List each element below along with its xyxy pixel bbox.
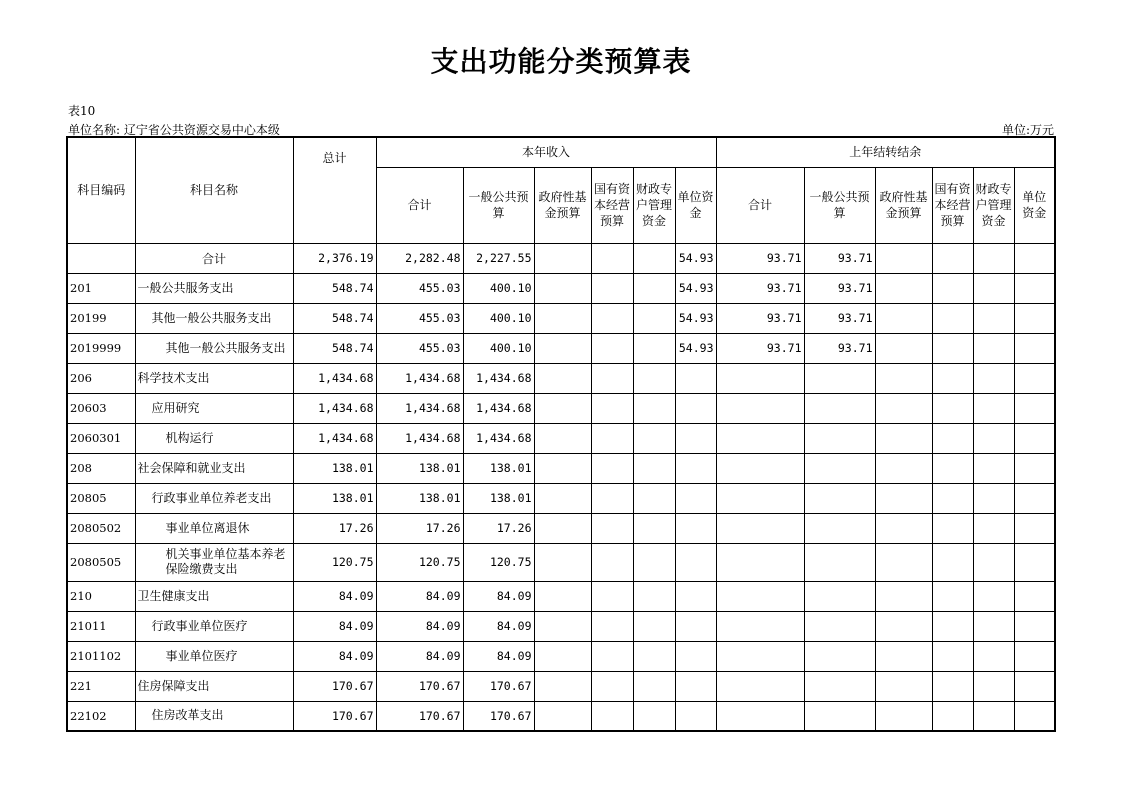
cell-total: 138.01 bbox=[293, 453, 376, 483]
cell-carry-unit bbox=[1014, 611, 1055, 641]
cell-carry-total: 93.71 bbox=[716, 273, 804, 303]
cell-carry-general bbox=[804, 423, 875, 453]
cell-carry-total: 93.71 bbox=[716, 333, 804, 363]
row-name: 机关事业单位基本养老保险缴费支出 bbox=[135, 543, 293, 581]
cell-total: 138.01 bbox=[293, 483, 376, 513]
cell-carry-special bbox=[973, 363, 1014, 393]
cell-current-total: 455.03 bbox=[376, 273, 463, 303]
budget-table bbox=[66, 136, 1056, 732]
cell-carry-state bbox=[932, 671, 973, 701]
row-name: 事业单位医疗 bbox=[135, 641, 293, 671]
row-code: 2019999 bbox=[67, 333, 135, 363]
header-current-special: 财政专户管理资金 bbox=[633, 167, 675, 243]
cell-current-general: 1,434.68 bbox=[463, 423, 534, 453]
cell-carry-total bbox=[716, 543, 804, 581]
cell-carry-unit bbox=[1014, 513, 1055, 543]
cell-current-state bbox=[591, 483, 633, 513]
table-row bbox=[67, 333, 1055, 363]
cell-current-total: 1,434.68 bbox=[376, 393, 463, 423]
cell-current-state bbox=[591, 641, 633, 671]
cell-current-state bbox=[591, 611, 633, 641]
row-code bbox=[67, 243, 135, 273]
table-row bbox=[67, 611, 1055, 641]
cell-total: 1,434.68 bbox=[293, 393, 376, 423]
cell-current-general: 138.01 bbox=[463, 483, 534, 513]
cell-carry-fund bbox=[875, 641, 932, 671]
cell-carry-fund bbox=[875, 333, 932, 363]
cell-current-special bbox=[633, 393, 675, 423]
cell-carry-fund bbox=[875, 483, 932, 513]
cell-current-fund bbox=[534, 423, 591, 453]
cell-carry-general bbox=[804, 483, 875, 513]
cell-carry-fund bbox=[875, 581, 932, 611]
cell-carry-fund bbox=[875, 701, 932, 731]
cell-carry-unit bbox=[1014, 423, 1055, 453]
cell-carry-general: 93.71 bbox=[804, 333, 875, 363]
cell-current-unit bbox=[675, 363, 716, 393]
header-current-unit: 单位资金 bbox=[675, 167, 716, 243]
row-name: 一般公共服务支出 bbox=[135, 273, 293, 303]
row-code: 20805 bbox=[67, 483, 135, 513]
cell-current-total: 455.03 bbox=[376, 333, 463, 363]
cell-carry-special bbox=[973, 393, 1014, 423]
cell-current-state bbox=[591, 543, 633, 581]
row-name: 其他一般公共服务支出 bbox=[135, 333, 293, 363]
row-code: 210 bbox=[67, 581, 135, 611]
cell-current-state bbox=[591, 273, 633, 303]
cell-current-unit: 54.93 bbox=[675, 303, 716, 333]
row-code: 2080505 bbox=[67, 543, 135, 581]
cell-total: 1,434.68 bbox=[293, 363, 376, 393]
cell-current-special bbox=[633, 363, 675, 393]
cell-current-unit bbox=[675, 581, 716, 611]
row-code: 21011 bbox=[67, 611, 135, 641]
row-name: 应用研究 bbox=[135, 393, 293, 423]
cell-carry-general bbox=[804, 611, 875, 641]
cell-current-special bbox=[633, 671, 675, 701]
cell-carry-total: 93.71 bbox=[716, 303, 804, 333]
cell-current-general: 400.10 bbox=[463, 273, 534, 303]
cell-current-fund bbox=[534, 393, 591, 423]
cell-carry-special bbox=[973, 611, 1014, 641]
cell-carry-special bbox=[973, 273, 1014, 303]
cell-current-total: 17.26 bbox=[376, 513, 463, 543]
cell-total: 548.74 bbox=[293, 333, 376, 363]
cell-carry-unit bbox=[1014, 671, 1055, 701]
cell-carry-fund bbox=[875, 671, 932, 701]
table-row bbox=[67, 243, 1055, 273]
cell-carry-special bbox=[973, 453, 1014, 483]
cell-current-general: 170.67 bbox=[463, 701, 534, 731]
cell-total: 17.26 bbox=[293, 513, 376, 543]
cell-current-state bbox=[591, 453, 633, 483]
cell-carry-general bbox=[804, 543, 875, 581]
cell-current-fund bbox=[534, 273, 591, 303]
cell-current-general: 1,434.68 bbox=[463, 363, 534, 393]
row-code: 22102 bbox=[67, 701, 135, 731]
cell-carry-unit bbox=[1014, 453, 1055, 483]
cell-carry-state bbox=[932, 303, 973, 333]
cell-carry-special bbox=[973, 303, 1014, 333]
cell-carry-state bbox=[932, 513, 973, 543]
cell-carry-total: 93.71 bbox=[716, 243, 804, 273]
cell-current-state bbox=[591, 303, 633, 333]
cell-carry-total bbox=[716, 453, 804, 483]
cell-carry-special bbox=[973, 423, 1014, 453]
header-current-state-capital: 国有资本经营预算 bbox=[591, 167, 633, 243]
cell-current-special bbox=[633, 543, 675, 581]
cell-carry-total bbox=[716, 671, 804, 701]
cell-current-total: 84.09 bbox=[376, 581, 463, 611]
table-row bbox=[67, 671, 1055, 701]
row-name: 行政事业单位养老支出 bbox=[135, 483, 293, 513]
cell-carry-special bbox=[973, 243, 1014, 273]
cell-current-total: 84.09 bbox=[376, 641, 463, 671]
cell-carry-state bbox=[932, 273, 973, 303]
cell-carry-special bbox=[973, 543, 1014, 581]
row-code: 20199 bbox=[67, 303, 135, 333]
header-carryover: 上年结转结余 bbox=[716, 137, 1055, 167]
table-row bbox=[67, 363, 1055, 393]
row-name: 卫生健康支出 bbox=[135, 581, 293, 611]
row-code: 201 bbox=[67, 273, 135, 303]
cell-current-state bbox=[591, 363, 633, 393]
row-code: 2101102 bbox=[67, 641, 135, 671]
cell-current-total: 2,282.48 bbox=[376, 243, 463, 273]
cell-current-fund bbox=[534, 701, 591, 731]
cell-carry-general bbox=[804, 701, 875, 731]
cell-carry-total bbox=[716, 701, 804, 731]
header-carry-fund: 政府性基金预算 bbox=[875, 167, 932, 243]
cell-carry-general bbox=[804, 363, 875, 393]
cell-carry-total bbox=[716, 641, 804, 671]
row-name: 其他一般公共服务支出 bbox=[135, 303, 293, 333]
row-code: 221 bbox=[67, 671, 135, 701]
cell-carry-special bbox=[973, 513, 1014, 543]
page-title: 支出功能分类预算表 bbox=[430, 45, 692, 78]
cell-current-fund bbox=[534, 483, 591, 513]
cell-carry-unit bbox=[1014, 333, 1055, 363]
cell-carry-state bbox=[932, 701, 973, 731]
cell-carry-general bbox=[804, 671, 875, 701]
cell-current-special bbox=[633, 483, 675, 513]
cell-carry-fund bbox=[875, 611, 932, 641]
cell-current-state bbox=[591, 671, 633, 701]
row-name: 行政事业单位医疗 bbox=[135, 611, 293, 641]
cell-carry-state bbox=[932, 423, 973, 453]
cell-current-state bbox=[591, 513, 633, 543]
row-code: 2060301 bbox=[67, 423, 135, 453]
cell-carry-state bbox=[932, 611, 973, 641]
table-row bbox=[67, 641, 1055, 671]
cell-current-fund bbox=[534, 581, 591, 611]
table-row bbox=[67, 513, 1055, 543]
cell-carry-unit bbox=[1014, 243, 1055, 273]
cell-current-unit bbox=[675, 641, 716, 671]
cell-carry-fund bbox=[875, 453, 932, 483]
header-carry-special: 财政专户管理资金 bbox=[973, 167, 1014, 243]
cell-carry-fund bbox=[875, 543, 932, 581]
cell-current-general: 120.75 bbox=[463, 543, 534, 581]
cell-current-special bbox=[633, 333, 675, 363]
cell-current-unit bbox=[675, 453, 716, 483]
cell-carry-special bbox=[973, 483, 1014, 513]
table-row bbox=[67, 423, 1055, 453]
cell-carry-special bbox=[973, 581, 1014, 611]
cell-current-fund bbox=[534, 513, 591, 543]
cell-current-special bbox=[633, 581, 675, 611]
cell-carry-fund bbox=[875, 363, 932, 393]
unit-name: 单位名称: 辽宁省公共资源交易中心本级 bbox=[68, 123, 280, 137]
row-name: 事业单位离退休 bbox=[135, 513, 293, 543]
cell-current-unit bbox=[675, 543, 716, 581]
header-total: 总计 bbox=[293, 137, 376, 243]
cell-current-fund bbox=[534, 243, 591, 273]
header-current-income: 本年收入 bbox=[376, 137, 716, 167]
cell-current-unit: 54.93 bbox=[675, 243, 716, 273]
cell-carry-general bbox=[804, 641, 875, 671]
cell-current-total: 170.67 bbox=[376, 701, 463, 731]
cell-carry-general bbox=[804, 513, 875, 543]
cell-current-unit bbox=[675, 701, 716, 731]
row-name: 合计 bbox=[135, 243, 293, 273]
cell-carry-total bbox=[716, 423, 804, 453]
cell-total: 1,434.68 bbox=[293, 423, 376, 453]
header-carry-general: 一般公共预算 bbox=[804, 167, 875, 243]
cell-carry-unit bbox=[1014, 273, 1055, 303]
table-row bbox=[67, 543, 1055, 581]
cell-current-general: 170.67 bbox=[463, 671, 534, 701]
cell-current-general: 84.09 bbox=[463, 611, 534, 641]
cell-total: 548.74 bbox=[293, 273, 376, 303]
cell-carry-fund bbox=[875, 393, 932, 423]
cell-current-total: 1,434.68 bbox=[376, 423, 463, 453]
cell-carry-general: 93.71 bbox=[804, 243, 875, 273]
table-row bbox=[67, 303, 1055, 333]
cell-carry-special bbox=[973, 671, 1014, 701]
row-name: 科学技术支出 bbox=[135, 363, 293, 393]
cell-total: 84.09 bbox=[293, 611, 376, 641]
row-name: 机构运行 bbox=[135, 423, 293, 453]
cell-current-fund bbox=[534, 453, 591, 483]
cell-carry-unit bbox=[1014, 393, 1055, 423]
cell-current-fund bbox=[534, 303, 591, 333]
cell-carry-general bbox=[804, 581, 875, 611]
cell-current-unit bbox=[675, 611, 716, 641]
row-code: 2080502 bbox=[67, 513, 135, 543]
header-carry-unit: 单位资金 bbox=[1014, 167, 1055, 243]
cell-carry-total bbox=[716, 483, 804, 513]
cell-carry-general bbox=[804, 453, 875, 483]
cell-current-total: 84.09 bbox=[376, 611, 463, 641]
cell-carry-state bbox=[932, 393, 973, 423]
cell-carry-unit bbox=[1014, 303, 1055, 333]
cell-carry-fund bbox=[875, 243, 932, 273]
cell-total: 170.67 bbox=[293, 671, 376, 701]
cell-carry-general: 93.71 bbox=[804, 273, 875, 303]
header-carry-state-capital: 国有资本经营预算 bbox=[932, 167, 973, 243]
cell-current-general: 2,227.55 bbox=[463, 243, 534, 273]
row-name: 住房改革支出 bbox=[135, 701, 293, 731]
table-row bbox=[67, 393, 1055, 423]
cell-total: 548.74 bbox=[293, 303, 376, 333]
cell-carry-state bbox=[932, 641, 973, 671]
cell-current-special bbox=[633, 303, 675, 333]
cell-current-unit: 54.93 bbox=[675, 333, 716, 363]
cell-current-fund bbox=[534, 333, 591, 363]
table-row bbox=[67, 273, 1055, 303]
cell-current-general: 138.01 bbox=[463, 453, 534, 483]
cell-carry-special bbox=[973, 701, 1014, 731]
cell-carry-total bbox=[716, 363, 804, 393]
cell-current-state bbox=[591, 243, 633, 273]
cell-carry-state bbox=[932, 453, 973, 483]
cell-carry-state bbox=[932, 543, 973, 581]
cell-carry-state bbox=[932, 581, 973, 611]
cell-current-special bbox=[633, 243, 675, 273]
cell-carry-unit bbox=[1014, 483, 1055, 513]
header-code: 科目编码 bbox=[67, 137, 135, 243]
cell-current-unit: 54.93 bbox=[675, 273, 716, 303]
cell-carry-unit bbox=[1014, 543, 1055, 581]
header-current-general: 一般公共预算 bbox=[463, 167, 534, 243]
cell-total: 84.09 bbox=[293, 641, 376, 671]
cell-current-state bbox=[591, 333, 633, 363]
cell-current-fund bbox=[534, 671, 591, 701]
row-code: 208 bbox=[67, 453, 135, 483]
cell-current-total: 138.01 bbox=[376, 483, 463, 513]
table-body bbox=[67, 243, 1055, 731]
table-number: 表10 bbox=[68, 104, 96, 118]
cell-current-fund bbox=[534, 543, 591, 581]
table-row bbox=[67, 701, 1055, 731]
cell-current-fund bbox=[534, 363, 591, 393]
cell-current-special bbox=[633, 273, 675, 303]
header-name: 科目名称 bbox=[135, 137, 293, 243]
header-current-total: 合计 bbox=[376, 167, 463, 243]
cell-current-special bbox=[633, 641, 675, 671]
cell-total: 84.09 bbox=[293, 581, 376, 611]
cell-carry-total bbox=[716, 393, 804, 423]
cell-current-state bbox=[591, 581, 633, 611]
header-carry-total: 合计 bbox=[716, 167, 804, 243]
cell-carry-state bbox=[932, 333, 973, 363]
unit-label: 单位:万元 bbox=[1001, 123, 1054, 137]
cell-carry-state bbox=[932, 363, 973, 393]
cell-current-state bbox=[591, 701, 633, 731]
cell-current-fund bbox=[534, 641, 591, 671]
row-code: 20603 bbox=[67, 393, 135, 423]
cell-carry-general bbox=[804, 393, 875, 423]
cell-current-general: 1,434.68 bbox=[463, 393, 534, 423]
cell-carry-total bbox=[716, 611, 804, 641]
cell-current-state bbox=[591, 423, 633, 453]
cell-carry-special bbox=[973, 333, 1014, 363]
cell-carry-unit bbox=[1014, 581, 1055, 611]
row-code: 206 bbox=[67, 363, 135, 393]
cell-current-total: 170.67 bbox=[376, 671, 463, 701]
cell-current-unit bbox=[675, 483, 716, 513]
cell-carry-total bbox=[716, 581, 804, 611]
cell-current-unit bbox=[675, 671, 716, 701]
header-current-fund: 政府性基金预算 bbox=[534, 167, 591, 243]
cell-current-unit bbox=[675, 393, 716, 423]
row-name: 住房保障支出 bbox=[135, 671, 293, 701]
cell-carry-total bbox=[716, 513, 804, 543]
cell-current-total: 120.75 bbox=[376, 543, 463, 581]
cell-total: 170.67 bbox=[293, 701, 376, 731]
table-row bbox=[67, 581, 1055, 611]
cell-carry-fund bbox=[875, 423, 932, 453]
row-name: 社会保障和就业支出 bbox=[135, 453, 293, 483]
table-row bbox=[67, 483, 1055, 513]
cell-current-special bbox=[633, 513, 675, 543]
cell-total: 2,376.19 bbox=[293, 243, 376, 273]
cell-current-state bbox=[591, 393, 633, 423]
cell-current-total: 138.01 bbox=[376, 453, 463, 483]
cell-current-total: 1,434.68 bbox=[376, 363, 463, 393]
cell-current-general: 84.09 bbox=[463, 581, 534, 611]
cell-carry-unit bbox=[1014, 701, 1055, 731]
cell-carry-special bbox=[973, 641, 1014, 671]
cell-current-general: 84.09 bbox=[463, 641, 534, 671]
cell-current-special bbox=[633, 423, 675, 453]
cell-carry-state bbox=[932, 483, 973, 513]
cell-current-general: 400.10 bbox=[463, 333, 534, 363]
cell-carry-state bbox=[932, 243, 973, 273]
cell-current-general: 17.26 bbox=[463, 513, 534, 543]
cell-carry-unit bbox=[1014, 641, 1055, 671]
cell-total: 120.75 bbox=[293, 543, 376, 581]
cell-current-general: 400.10 bbox=[463, 303, 534, 333]
cell-carry-fund bbox=[875, 303, 932, 333]
cell-current-unit bbox=[675, 423, 716, 453]
cell-current-special bbox=[633, 611, 675, 641]
cell-carry-fund bbox=[875, 513, 932, 543]
cell-current-special bbox=[633, 453, 675, 483]
table-row bbox=[67, 453, 1055, 483]
cell-current-total: 455.03 bbox=[376, 303, 463, 333]
cell-current-special bbox=[633, 701, 675, 731]
cell-carry-general: 93.71 bbox=[804, 303, 875, 333]
cell-carry-unit bbox=[1014, 363, 1055, 393]
cell-current-unit bbox=[675, 513, 716, 543]
cell-current-fund bbox=[534, 611, 591, 641]
cell-carry-fund bbox=[875, 273, 932, 303]
